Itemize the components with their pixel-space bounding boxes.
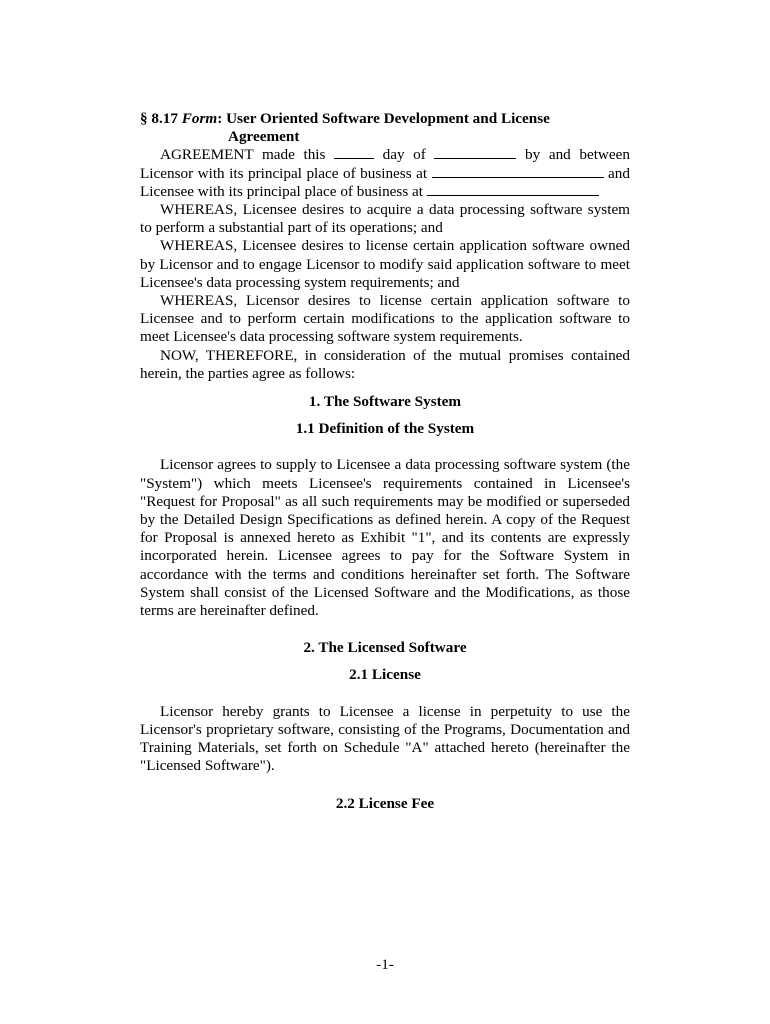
section-2-1-heading: 2.1 License	[349, 666, 421, 684]
section-1-1-body: Licensor agrees to supply to Licensee a data processing software system (the "System") which meets Licensee's requirements contained in Licensee's "Request for Proposal" as all such requirements may be modified or superseded by the Detailed Design Specifications as defined herein. A copy of the Request for Proposal is annexed hereto as Exhibit "1", and its contents are expressly incorporated herein. Licensee agrees to pay for the Software System in accordance with the terms and conditions hereinafter set forth. The Software System shall consist of the Licensed Software and the Modifications, as those terms are hereinafter defined.	[140, 456, 630, 620]
section-1-1-heading: 1.1 Definition of the System	[295, 420, 475, 438]
day-blank	[334, 146, 374, 159]
agreement-paragraph: AGREEMENT made this day of by and between Licensor with its principal place of business at and Licensee with its principal place of business at	[140, 146, 630, 200]
page-title	[140, 110, 630, 146]
title-text: : User Oriented Software Development and License	[217, 110, 550, 127]
section-2-1-body: Licensor hereby grants to Licensee a license in perpetuity to use the Licensor's proprietary software, consisting of the Programs, Documentation and Training Materials, set forth on Schedule "A" attached hereto (hereinafter the "Licensed Software").	[140, 702, 630, 775]
section-1-heading: 1. The Software System	[308, 393, 462, 411]
licensor-address-blank	[432, 165, 604, 178]
licensee-address-blank	[427, 183, 599, 196]
now-therefore-paragraph: NOW, THEREFORE, in consideration of the mutual promises contained herein, the parties agree as follows:	[140, 346, 630, 382]
document-page	[140, 110, 630, 813]
section-symbol: § 8.17	[140, 110, 178, 127]
section-2-2-heading: 2.2 License Fee	[335, 794, 435, 812]
form-word: Form	[181, 110, 218, 127]
month-blank	[434, 146, 516, 159]
whereas-paragraph-1: WHEREAS, Licensee desires to acquire a data processing software system to perform a substantial part of its operations; and	[140, 201, 630, 237]
page-number: -1-	[376, 956, 394, 973]
title-continuation: Agreement	[228, 128, 300, 146]
whereas-paragraph-2: WHEREAS, Licensee desires to license certain application software owned by Licensor and to engage Licensor to modify said application software to meet Licensee's data processing system requirements; and	[140, 237, 630, 291]
whereas-paragraph-3: WHEREAS, Licensor desires to license certain application software to Licensee and to perform certain modifications to the application software to meet Licensee's data processing software system requirements.	[140, 292, 630, 346]
section-2-heading: 2. The Licensed Software	[303, 639, 467, 657]
